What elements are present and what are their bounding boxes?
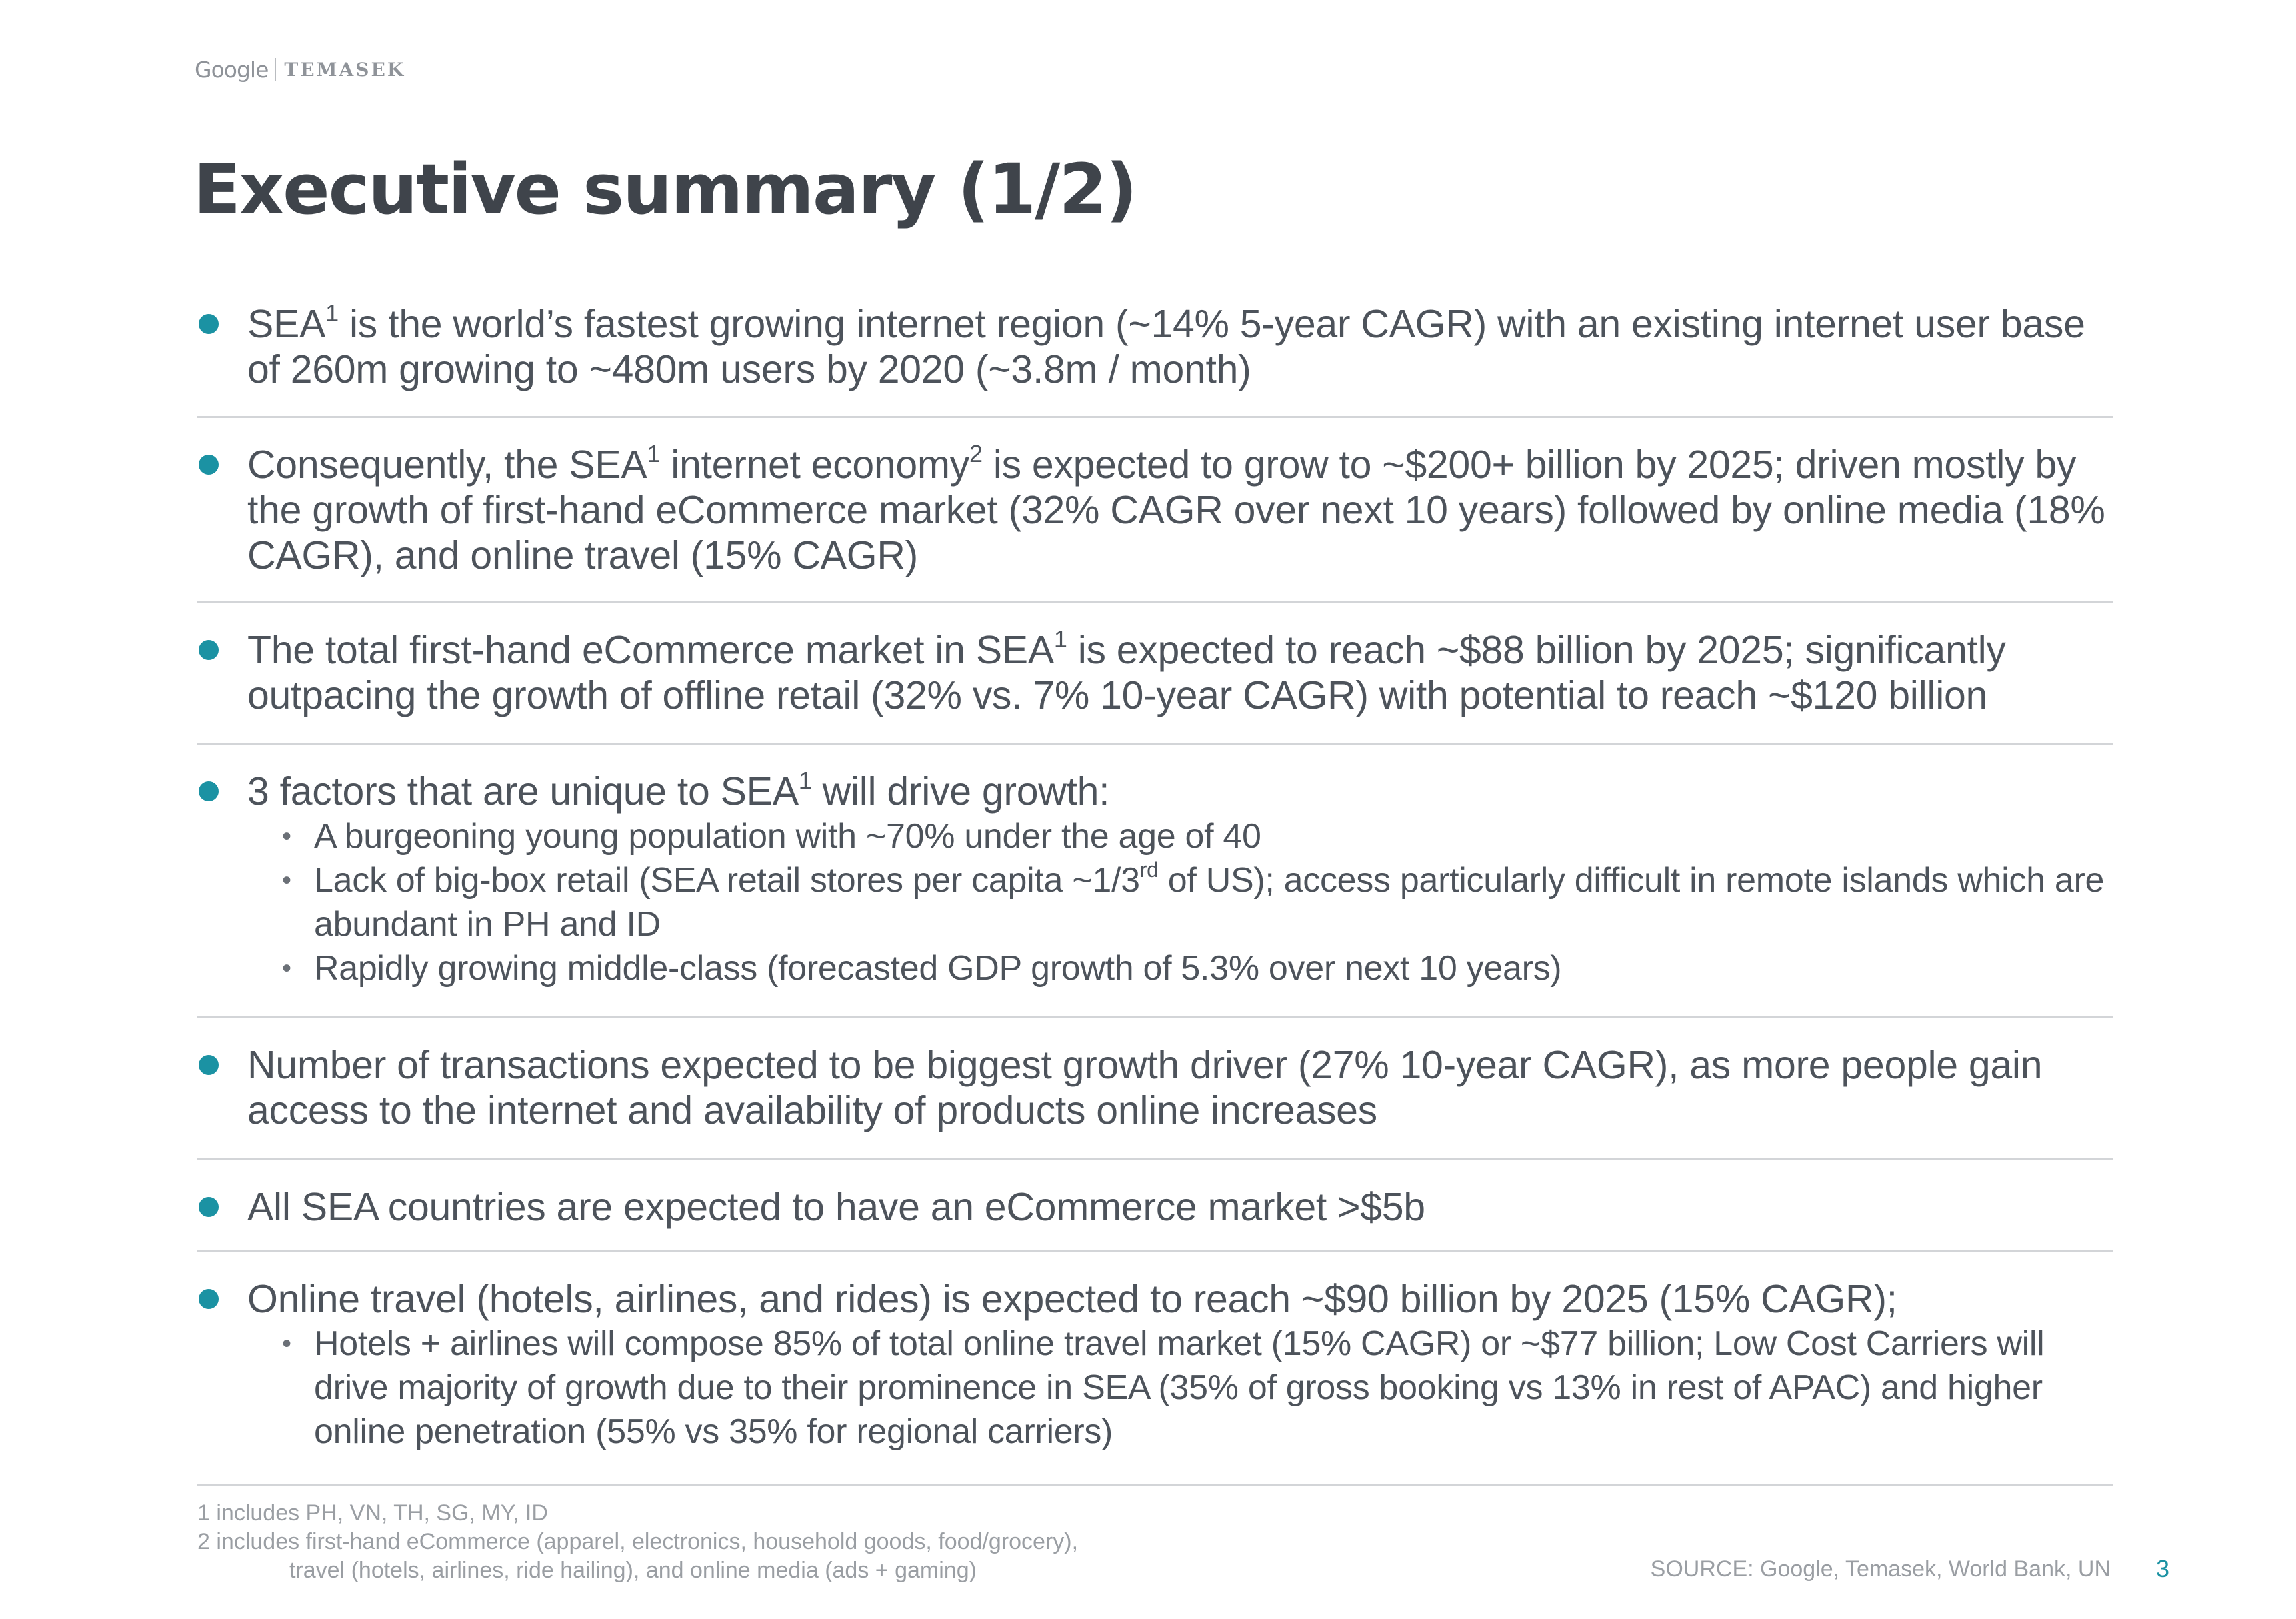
bullet-item — [197, 1160, 2113, 1252]
logo-divider — [275, 58, 276, 81]
sub-bullet-dot-icon: • — [282, 954, 291, 983]
sub-bullet-dot-icon: • — [282, 866, 291, 895]
footnote-2-continued: travel (hotels, airlines, ride hailing), and online media (ads + gaming) — [289, 1558, 977, 1583]
bullet-text: All SEA countries are expected to have an eCommerce market >$5b — [247, 1185, 1425, 1229]
sub-bullet-dot-icon: • — [282, 822, 291, 851]
bullet-dot-icon — [199, 455, 219, 475]
page-number: 3 — [2155, 1555, 2169, 1582]
bullet-item — [197, 418, 2113, 603]
bullet-text: The total first-hand eCommerce market in SEA$^1$ is expected to reach ~$88 billion by 2025; significantly outpacing the growth of offline retail (32% vs. 7% 10-year CAGR) with potential to reach ~$120 billion — [247, 625, 2006, 717]
sub-bullet-item: • Hotels + airlines will compose 85% of total online travel market (15% CAGR) or ~$77 billion; Low Cost Carriers will drive majority of growth due to their prominence in SEA (35% of gross booking vs 13% in rest of APAC) and higher online penetration (55% vs 35% for regional carriers) — [247, 1322, 2113, 1454]
footnote-1: 1 includes PH, VN, TH, SG, MY, ID — [197, 1500, 548, 1526]
bullet-dot-icon — [199, 640, 219, 660]
temasek-logo: TEMASEK — [284, 58, 406, 81]
bullet-text: Number of transactions expected to be biggest growth driver (27% 10-year CAGR), as more people gain access to the internet and availability of products online increases — [247, 1043, 2043, 1132]
bullet-text: Consequently, the SEA$^1$ internet economy$^2$ is expected to grow to ~$200+ billion by 2025; driven mostly by the growth of first-hand eCommerce market (32% CAGR over next 10 years) followed by online media (18% CAGR), and online travel (15% CAGR) — [247, 440, 2105, 577]
bullet-item — [197, 745, 2113, 1018]
sub-bullet-list — [247, 814, 2113, 990]
sub-bullet-item: • Lack of big-box retail (SEA retail stores per capita ~1/3rd of US); access particularly difficult in remote islands which are abundant in PH and ID — [282, 858, 2105, 944]
page-title: Executive summary (1/2) — [193, 149, 1137, 230]
google-logo: Google — [195, 56, 269, 83]
bullet-item — [197, 603, 2113, 745]
source-note: SOURCE: Google, Temasek, World Bank, UN — [1650, 1556, 2111, 1582]
sub-bullet-list — [247, 1322, 2113, 1454]
header-logo — [195, 56, 405, 83]
sub-bullet-dot-icon: • — [282, 1329, 291, 1358]
bullet-dot-icon — [199, 314, 219, 334]
bullet-item — [197, 1018, 2113, 1160]
footnote-2: 2 includes first-hand eCommerce (apparel, electronics, household goods, food/grocery), — [197, 1529, 1079, 1554]
footnotes — [197, 1499, 1078, 1585]
bullet-dot-icon — [199, 1055, 219, 1075]
sub-bullet-item: • A burgeoning young population with ~70% under the age of 40 — [247, 814, 2113, 858]
bullet-item — [197, 301, 2113, 418]
bullet-dot-icon — [199, 781, 219, 801]
bullet-text: 3 factors that are unique to SEA$^1$ will drive growth: — [247, 767, 1110, 814]
bullet-dot-icon — [199, 1197, 219, 1217]
bullet-dot-icon — [199, 1289, 219, 1309]
bullet-text: Online travel (hotels, airlines, and rides) is expected to reach ~$90 billion by 2025 (15% CAGR); — [247, 1277, 1897, 1321]
bullet-item — [197, 1252, 2113, 1486]
bullet-text: SEA$^1$ is the world’s fastest growing internet region (~14% 5-year CAGR) with an existing internet user base of 260m growing to ~480m users by 2020 (~3.8m / month) — [247, 299, 2085, 391]
sub-bullet-item: • Rapidly growing middle-class (forecasted GDP growth of 5.3% over next 10 years) — [247, 946, 2113, 990]
summary-bullets — [197, 301, 2113, 1486]
